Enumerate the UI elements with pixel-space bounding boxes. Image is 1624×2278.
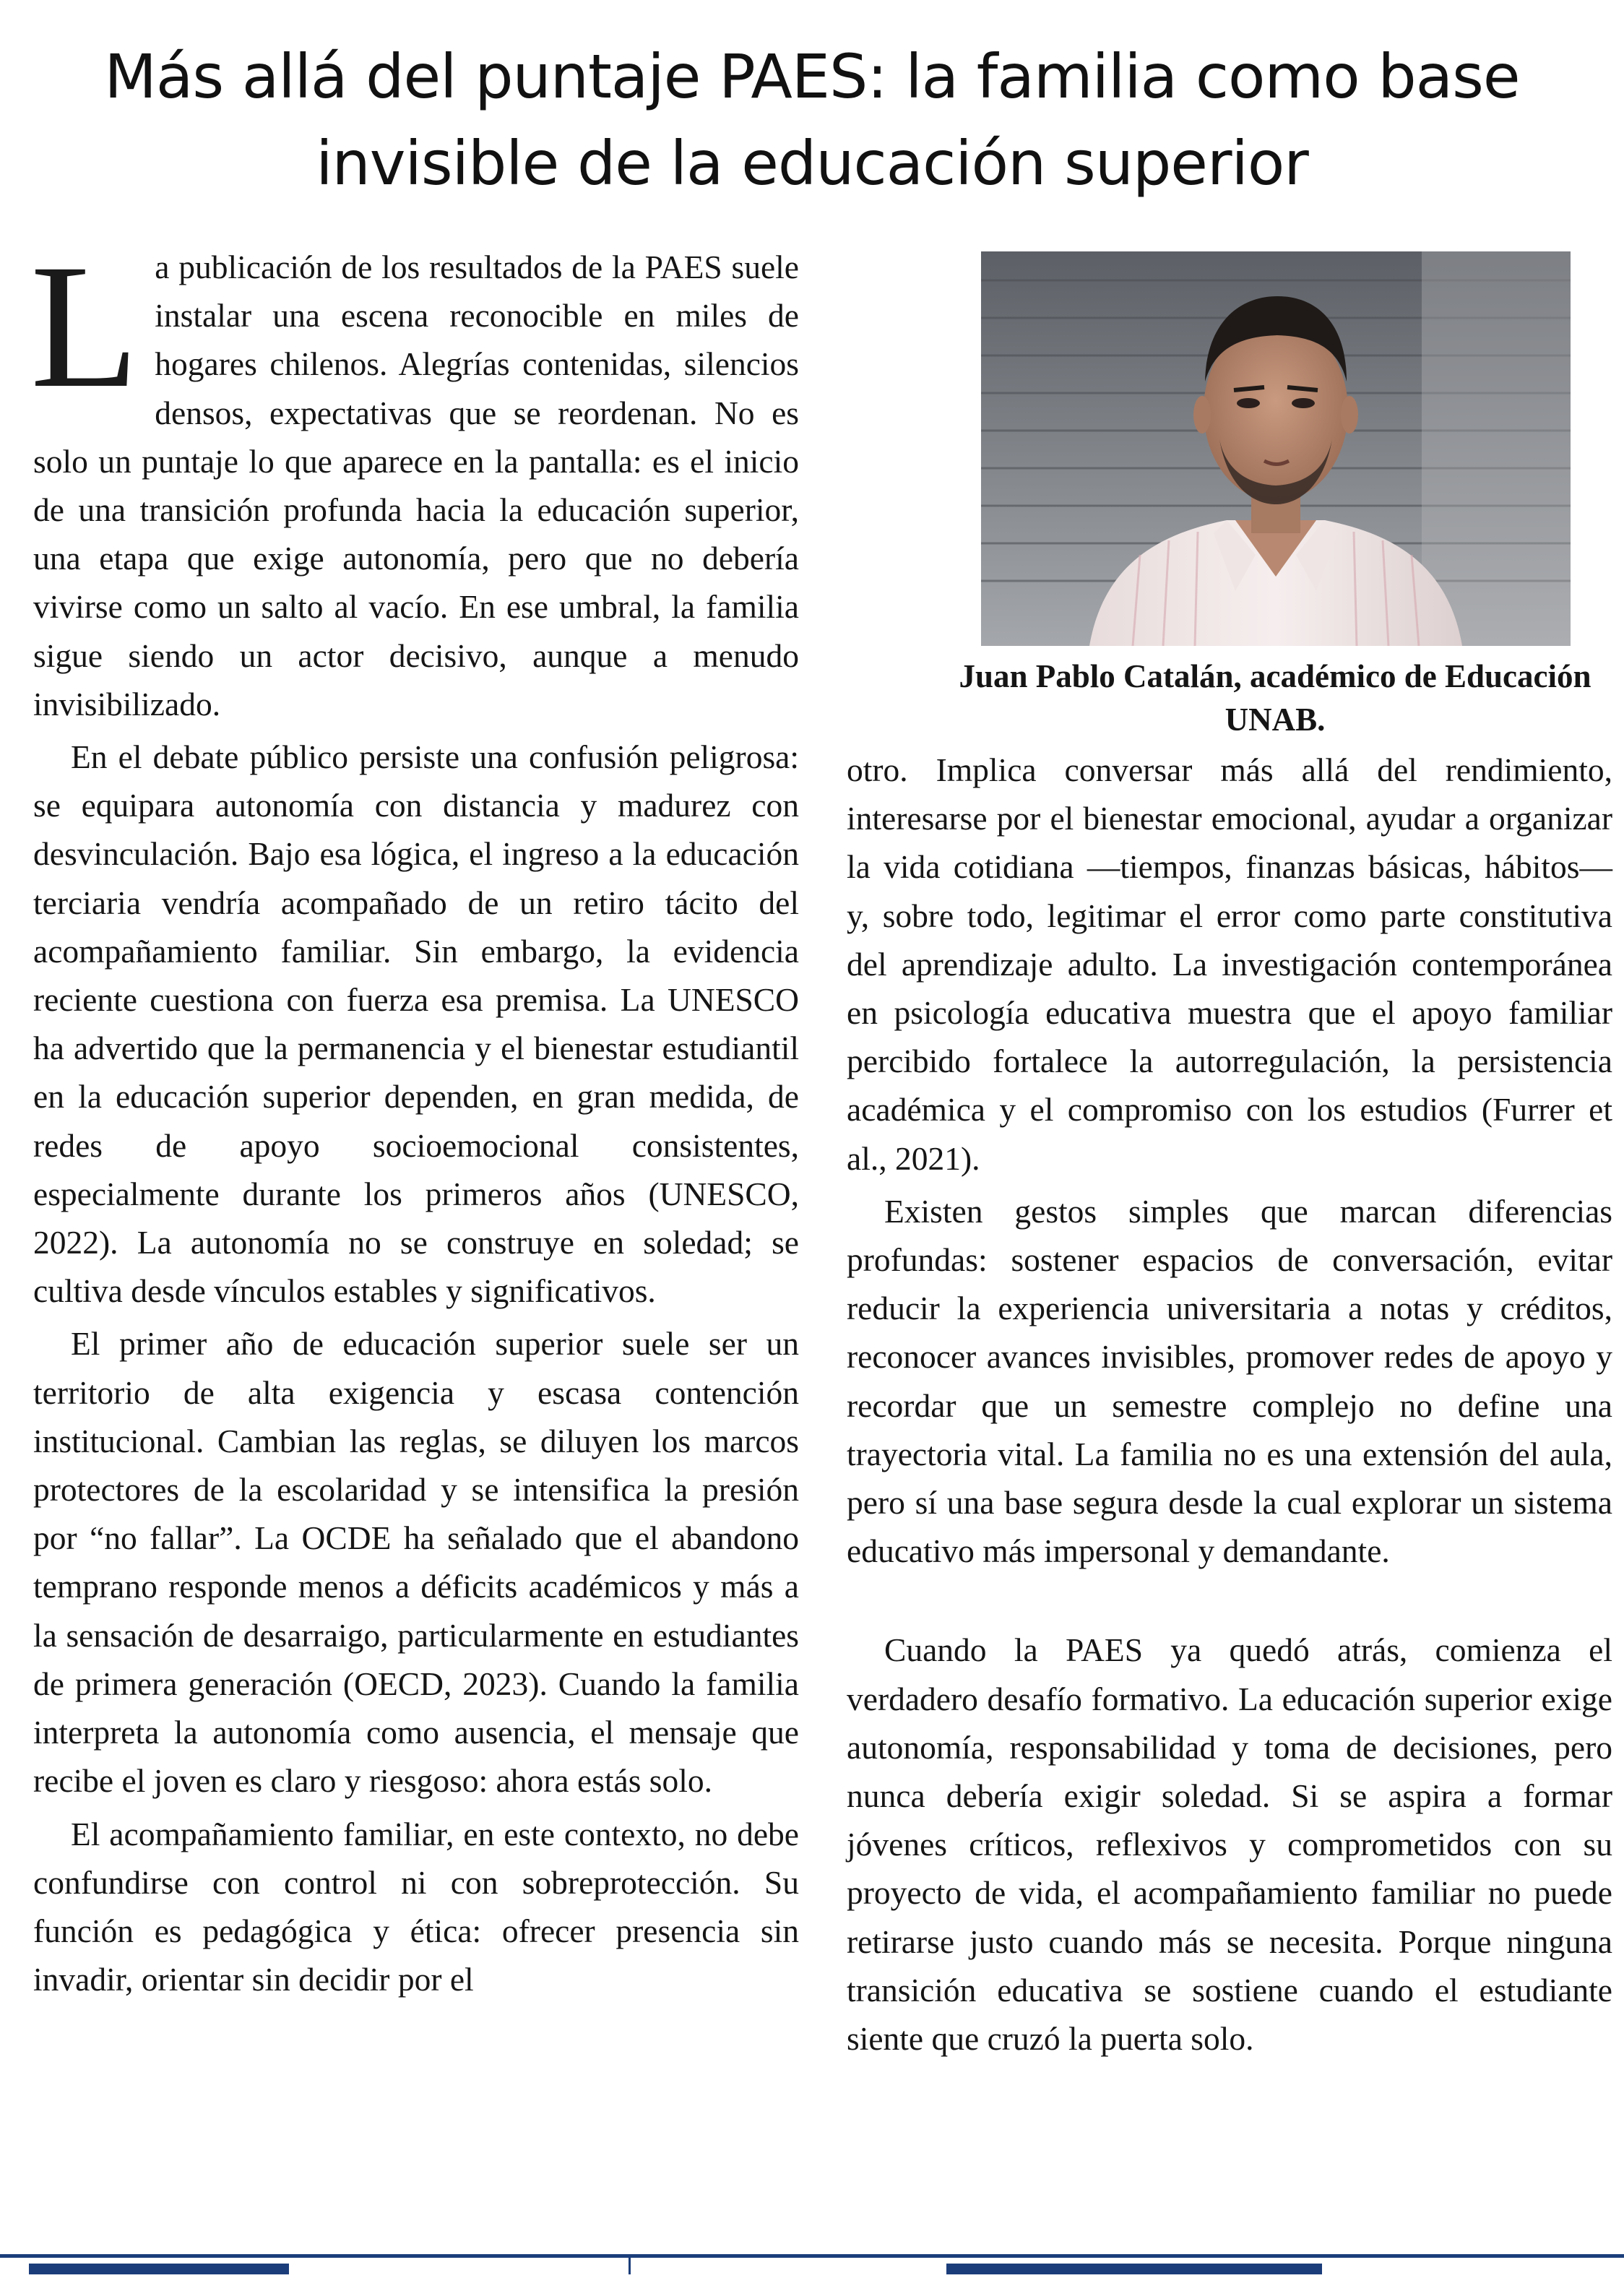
article-right-column — [847, 746, 1612, 2063]
next-article-heading-fragment — [29, 2264, 289, 2274]
article-headline: Más allá del puntaje PAES: la familia como base invisible de la educación superior — [104, 41, 1520, 199]
article-paragraph-6: Existen gestos simples que marcan diferencias profundas: sostener espacios de conversación, evitar reducir la experiencia universitaria a notas y créditos, reconocer avances invisibles, promover redes de apoyo y recordar que un semestre complejo no define una trayectoria vital. La familia no es una extensión del aula, pero sí una base segura desde la cual explorar un sistema educativo más impersonal y demandante. — [847, 1192, 1612, 1570]
article-paragraph-3: El primer año de educación superior suele ser un territorio de alta exigencia y escasa contención institucional. Cambian las reglas, se diluyen los marcos protectores de la escolaridad y se intensifica la presión por “no fallar”. La OCDE ha señalado que el abandono temprano responde menos a déficits académicos y más a la sensación de desarraigo, particularmente en estudiantes de primera generación (OECD, 2023). Cuando la familia interpreta la autonomía como ausencia, el mensaje que recibe el joven es claro y riesgoso: ahora estás solo. — [33, 1325, 799, 1800]
article-paragraph-1 — [30, 228, 799, 728]
page-bottom-divider — [629, 2256, 631, 2274]
article-paragraph-4: El acompañamiento familiar, en este contexto, no debe confundirse con control ni con sobreprotección. Su función es pedagógica y ética: ofrecer presencia sin invadir, orientar sin decidir por el — [33, 1815, 799, 1998]
article-paragraph-2: En el debate público persiste una confusión peligrosa: se equipara autonomía con distancia y madurez con desvinculación. Bajo esa lógica, el ingreso a la educación terciaria vendría acompañado de un retiro tácito del acompañamiento familiar. Sin embargo, la evidencia reciente cuestiona con fuerza esa premisa. La UNESCO ha advertido que la permanencia y el bienestar estudiantil en la educación superior dependen, en gran medida, de redes de apoyo socioemocional consistentes, especialmente durante los primeros años (UNESCO, 2022). La autonomía no se construye en soledad; se cultiva desde vínculos estables y significativos. — [33, 738, 799, 1310]
next-article-heading-fragment — [946, 2264, 1322, 2274]
drop-cap: L — [30, 228, 139, 425]
photo-caption: Juan Pablo Catalán, académico de Educación UNAB. — [959, 658, 1591, 738]
author-photo — [981, 251, 1571, 646]
article-paragraph-1-text: a publicación de los resultados de la PAES suele instalar una escena reconocible en miles de hogares chilenos. Alegrías contenidas, silencios densos, expectativas que se reordenan. No es solo un puntaje lo que aparece en la pantalla: es el inicio de una transición profunda hacia la educación superior, una etapa que exige autonomía, pero que no debería vivirse como un salto al vacío. En ese umbral, la familia sigue siendo un actor decisivo, aunque a menudo invisibilizado. — [33, 249, 799, 722]
article-left-column — [30, 228, 799, 2003]
article-paragraph-5: otro. Implica conversar más allá del rendimiento, interesarse por el bienestar emocional, ayudar a organizar la vida cotidiana —tiempos, finanzas básicas, hábitos— y, sobre todo, legitimar el error como parte constitutiva del aprendizaje adulto. La investigación contemporánea en psicología educativa muestra que el apoyo familiar percibido fortalece la autorregulación, la persistencia académica y el compromiso con los estudios (Furrer et al., 2021). — [847, 751, 1612, 1177]
article-paragraph-7: Cuando la PAES ya quedó atrás, comienza el verdadero desafío formativo. La educación superior exige autonomía, responsabilidad y toma de decisiones, pero nunca debería exigir soledad. Si se aspira a formar jóvenes críticos, reflexivos y comprometidos con su proyecto de vida, el acompañamiento familiar no puede retirarse justo cuando más se necesita. Porque ninguna transición educativa se sostiene cuando el estudiante siente que cruzó la puerta solo. — [847, 1631, 1612, 2058]
